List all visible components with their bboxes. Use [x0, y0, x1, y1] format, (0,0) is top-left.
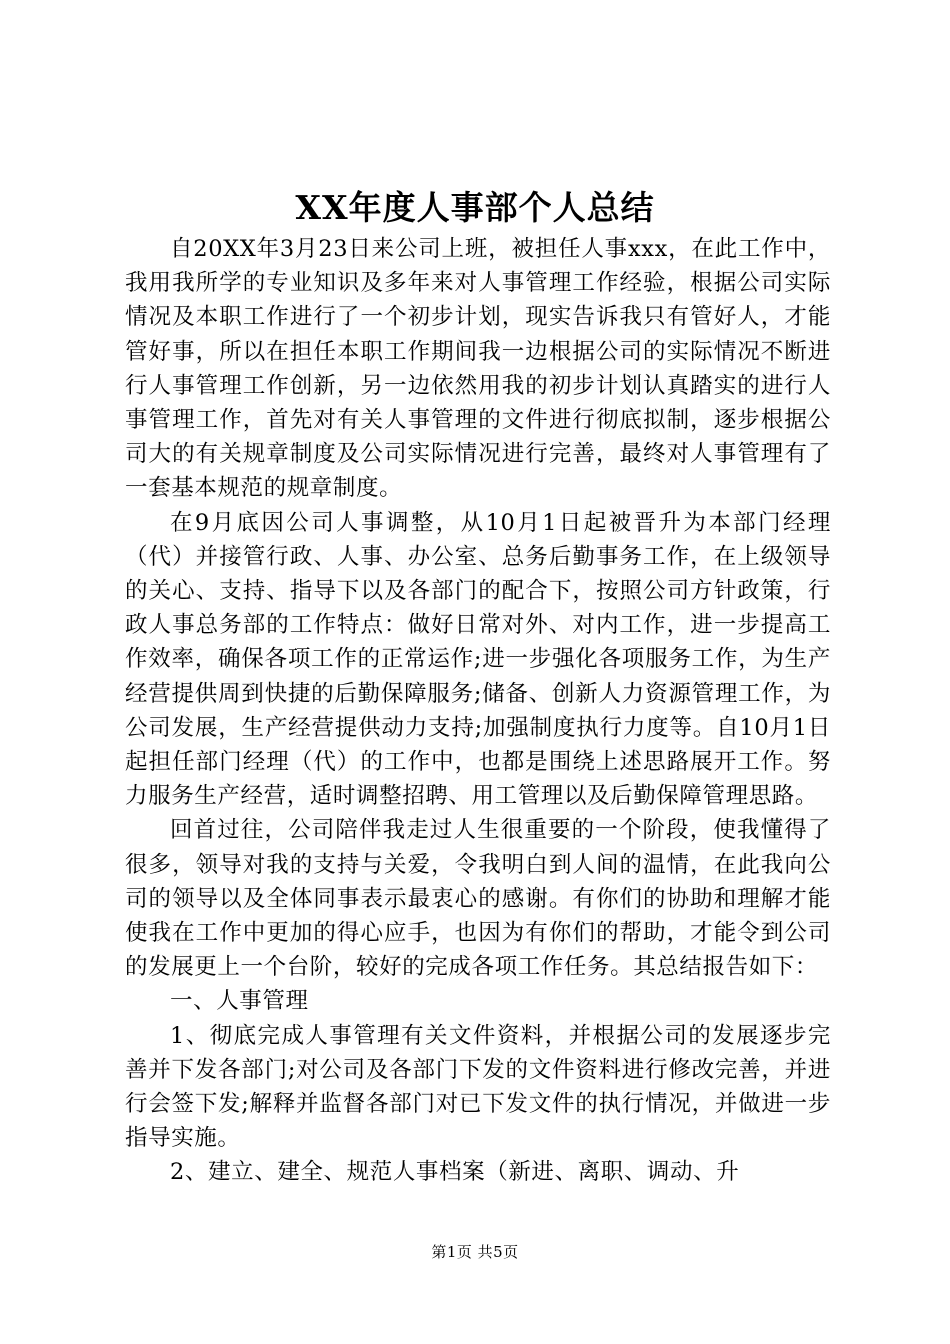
page-footer: 第1页 共5页 [431, 1243, 519, 1261]
document-title: XX年度人事部个人总结 [295, 188, 655, 227]
list-item-2: 2、建立、建全、规范人事档案（新进、离职、调动、升 [170, 1159, 740, 1186]
paragraph-reflection: 回首过往，公司陪伴我走过人生很重要的一个阶段，使我懂得了很多，领导对我的支持与关爱，令我明白到人间的温情，在此我向公司的领导以及全体同事表示最衷心的感谢。有你们的协助和理解才能使我在工作中更加的得心应手，也因为有你们的帮助，才能令到公司的发展更上一个台阶，较好的完成各项工作任务。其总结报告如下： [125, 817, 831, 981]
document-body [125, 232, 831, 1190]
paragraph-intro: 自20XX年3月23日来公司上班，被担任人事xxx，在此工作中，我用我所学的专业知识及多年来对人事管理工作经验，根据公司实际情况及本职工作进行了一个初步计划，现实告诉我只有管好人，才能管好事，所以在担任本职工作期间我一边根据公司的实际情况不断进行人事管理工作创新，另一边依然用我的初步计划认真踏实的进行人事管理工作，首先对有关人事管理的文件进行彻底拟制，逐步根据公司大的有关规章制度及公司实际情况进行完善，最终对人事管理有了一套基本规范的规章制度。 [125, 236, 831, 502]
section-heading-hr-management: 一、人事管理 [170, 988, 309, 1015]
paragraph-promotion: 在9月底因公司人事调整，从10月1日起被晋升为本部门经理（代）并接管行政、人事、办公室、总务后勤事务工作，在上级领导的关心、支持、指导下以及各部门的配合下，按照公司方针政策，行政人事总务部的工作特点：做好日常对外、对内工作，进一步提高工作效率，确保各项工作的正常运作;进一步强化各项服务工作，为生产经营提供周到快捷的后勤保障服务;储备、创新人力资源管理工作，为公司发展，生产经营提供动力支持;加强制度执行力度等。自10月1日起担任部门经理（代）的工作中，也都是围绕上述思路展开工作。努力服务生产经营，适时调整招聘、用工管理以及后勤保障管理思路。 [125, 509, 831, 810]
list-item-1: 1、彻底完成人事管理有关文件资料，并根据公司的发展逐步完善并下发各部门;对公司及各部门下发的文件资料进行修改完善，并进行会签下发;解释并监督各部门对已下发文件的执行情况，并做进一步指导实施。 [125, 1022, 831, 1152]
